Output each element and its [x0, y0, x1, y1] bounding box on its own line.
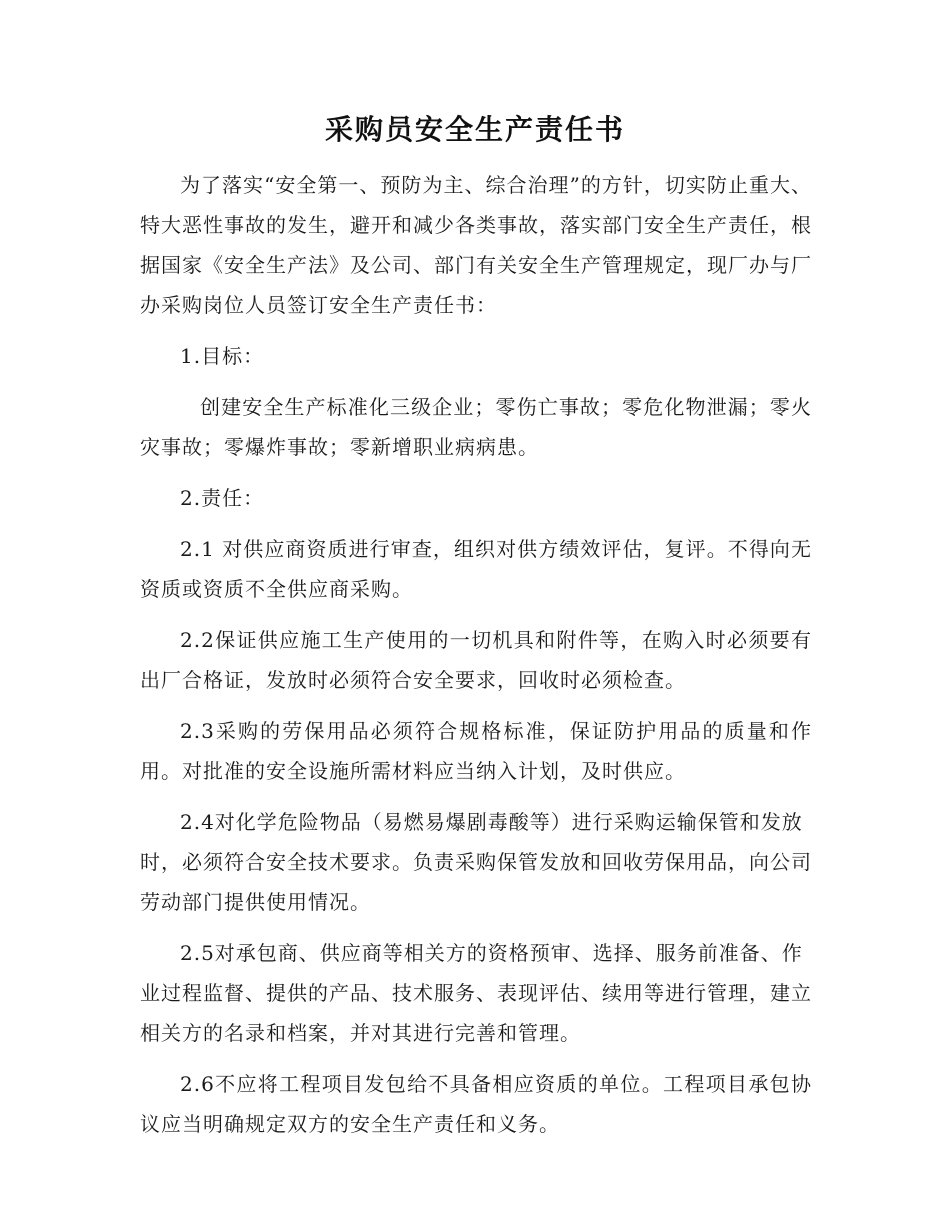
page-title: 采购员安全生产责任书	[324, 113, 625, 146]
document-body	[140, 165, 812, 1155]
responsibility-item: 2.6不应将工程项目发包给不具备相应资质的单位。工程项目承包协议应当明确规定双方的安全生产责任和义务。	[140, 1072, 812, 1136]
responsibility-item: 2.4对化学危险物品（易燃易爆剧毒酸等）进行采购运输保管和发放时，必须符合安全技术要求。负责采购保管发放和回收劳保用品，向公司劳动部门提供使用情况。	[140, 810, 812, 914]
responsibility-item: 2.1 对供应商资质进行审查，组织对供方绩效评估，复评。不得向无资质或资质不全供应商采购。	[140, 537, 812, 601]
section-heading-responsibility: 2.责任：	[180, 486, 265, 510]
responsibility-item: 2.5对承包商、供应商等相关方的资格预审、选择、服务前准备、作业过程监督、提供的产品、技术服务、表现评估、续用等进行管理，建立相关方的名录和档案，并对其进行完善和管理。	[140, 941, 812, 1045]
responsibility-item: 2.2保证供应施工生产使用的一切机具和附件等，在购入时必须要有出厂合格证，发放时必须符合安全要求，回收时必须检查。	[140, 628, 812, 692]
responsibility-item: 2.3采购的劳保用品必须符合规格标准，保证防护用品的质量和作用。对批准的安全设施所需材料应当纳入计划，及时供应。	[140, 719, 812, 783]
goal-paragraph: 创建安全生产标准化三级企业；零伤亡事故；零危化物泄漏；零火灾事故；零爆炸事故；零新增职业病病患。	[140, 395, 812, 459]
intro-paragraph: 为了落实“安全第一、预防为主、综合治理”的方针，切实防止重大、特大恶性事故的发生，避开和减少各类事故，落实部门安全生产责任，根据国家《安全生产法》及公司、部门有关安全生产管理规定，现厂办与厂办采购岗位人员签订安全生产责任书：	[140, 173, 812, 317]
section-heading-goal: 1.目标：	[180, 344, 265, 368]
